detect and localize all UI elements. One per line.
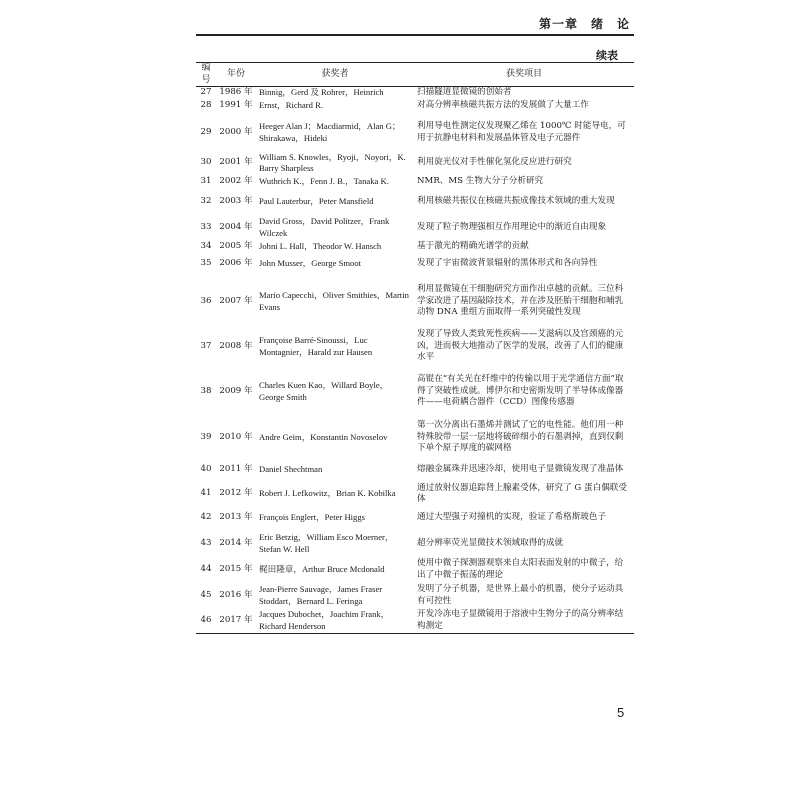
cell-number: 36 (200, 295, 212, 306)
cell-project: 扫描隧道显微镜的创始者 (417, 87, 512, 97)
table-row (196, 531, 634, 557)
table-row (196, 276, 634, 328)
table-row (196, 458, 634, 483)
table-row (196, 418, 634, 458)
table-row (196, 366, 634, 418)
cell-number: 34 (200, 240, 212, 251)
cell-winners: François Englert，Peter Higgs (259, 512, 365, 523)
cell-number: 28 (200, 100, 212, 111)
table-row (196, 483, 634, 506)
cell-year: 2015 年 (219, 563, 253, 574)
cell-number: 32 (200, 195, 212, 206)
running-header (196, 14, 634, 36)
column-header-number: 编号 (196, 63, 216, 87)
cell-project: 利用显微镜在干细胞研究方面作出卓越的贡献。三位科学家改进了基因敲除技术，并在涉及胚胎干细胞和哺乳动物 DNA 重组方面取得一系列突破性发现 (417, 284, 624, 318)
cell-year: 2006 年 (219, 258, 253, 269)
cell-project: 基于激光的精确光谱学的贡献 (417, 240, 529, 251)
cell-winners: Françoise Barré-Sinoussi，Luc Montagnier，Harald zur Hausen (259, 335, 373, 357)
table-row (196, 99, 634, 114)
cell-winners: Jean-Pierre Sauvage，James Fraser Stoddart，Bernard L. Feringa (259, 584, 383, 606)
cell-number: 35 (200, 258, 212, 269)
cell-project: 利用核磁共振仪在核磁共振成像技术领域的重大发现 (417, 195, 615, 206)
cell-year: 2007 年 (219, 295, 253, 306)
cell-winners: Paul Lauterbur，Peter Mansfield (259, 195, 374, 206)
cell-number: 46 (196, 609, 216, 634)
table-row (196, 114, 634, 152)
cell-year: 1991 年 (219, 100, 253, 111)
cell-winners: 梶田隆章，Arthur Bruce Mcdonald (259, 563, 385, 574)
cell-year: 1986 年 (219, 87, 253, 97)
cell-winners: Mario Capecchi，Oliver Smithies，Martin Evans (259, 290, 409, 312)
cell-number: 37 (200, 340, 212, 351)
table-row (196, 152, 634, 175)
cell-winners: Eric Betzig，William Esco Moerner，Stefan W. Hell (259, 532, 394, 554)
cell-project: 发现了宇宙微波背景辐射的黑体形式和各向异性 (417, 258, 598, 269)
page-number: 5 (617, 705, 625, 720)
cell-winners: Wuthrich K.，Fenn J. B.，Tanaka K. (259, 175, 389, 186)
table-row (196, 189, 634, 215)
cell-number: 45 (200, 589, 212, 600)
table-row (196, 87, 634, 99)
cell-winners: Ernst，Richard R. (259, 100, 323, 111)
cell-project: 发现了粒子物理强相互作用理论中的渐近自由现象 (417, 221, 607, 232)
cell-number: 40 (200, 464, 212, 475)
cell-winners: Jacques Dubochet，Joachim Frank，Richard Henderson (256, 609, 414, 634)
cell-year: 2012 年 (219, 488, 253, 499)
table-row (196, 583, 634, 609)
table-row (196, 253, 634, 276)
cell-winners: David Gross，David Politzer，Frank Wilczek (259, 216, 390, 238)
chapter-title: 第一章 绪 论 (538, 17, 630, 31)
cell-year: 2005 年 (219, 240, 253, 251)
table-row (196, 557, 634, 583)
cell-year: 2010 年 (219, 431, 253, 442)
cell-year: 2008 年 (219, 340, 253, 351)
cell-project: 第一次分离出石墨烯并测试了它的电性能。他们用一种特殊胶带一层一层地将破碎细小的石墨剥掉，直到仅剩下单个原子厚度的碳网格 (417, 420, 624, 454)
cell-number: 39 (200, 431, 212, 442)
cell-project: 熔融金属珠并迅速冷却，使用电子显微镜发现了准晶体 (417, 464, 624, 475)
table-row (196, 175, 634, 189)
cell-year: 2001 年 (219, 157, 253, 168)
cell-project: 发明了分子机器，是世界上最小的机器，使分子运动具有可控性 (417, 584, 624, 606)
table-row (196, 506, 634, 531)
cell-number: 44 (200, 563, 212, 574)
column-header-year: 年份 (216, 63, 256, 87)
cell-year: 2004 年 (219, 221, 253, 232)
cell-year: 2016 年 (219, 589, 253, 600)
cell-number: 41 (200, 488, 212, 499)
cell-number: 29 (200, 126, 212, 137)
cell-number: 27 (200, 87, 212, 97)
cell-year: 2009 年 (219, 385, 253, 396)
cell-number: 38 (200, 385, 212, 396)
cell-winners: Johni L. Hall，Theodor W. Hansch (259, 240, 382, 251)
cell-winners: Andre Geim，Konstantin Novoselov (259, 431, 388, 442)
cell-winners: Heeger Alan J；Macdiarmid，Alan G；Shirakawa，Hideki (259, 121, 401, 143)
awards-table (196, 62, 634, 634)
table-row (196, 241, 634, 253)
table-header (196, 63, 634, 87)
cell-winners: Binnig，Gerd 及 Rohrer，Heinrich (259, 87, 384, 97)
cell-year: 2014 年 (219, 537, 253, 548)
cell-year: 2013 年 (219, 512, 253, 523)
cell-project: 利用导电性测定仪发现聚乙烯在 1000℃ 时能导电，可用于抗静电材料和发展晶体管及电子元器件 (417, 121, 626, 143)
cell-year: 2002 年 (219, 175, 253, 186)
cell-project: 通过大型强子对撞机的实现，验证了希格斯玻色子 (417, 512, 607, 523)
cell-project: 发现了导致人类致死性疾病——艾滋病以及宫颈癌的元凶，进而极大地推动了医学的发展，改善了人们的健康水平 (417, 329, 624, 363)
cell-number: 43 (200, 537, 212, 548)
cell-winners: Daniel Shechtman (259, 464, 323, 475)
cell-winners: Robert J. Lefkowitz，Brian K. Kobilka (259, 488, 396, 499)
cell-winners: John Musser，George Smoot (259, 258, 362, 269)
cell-project: NMR、MS 生物大分子分析研究 (417, 175, 544, 186)
cell-number: 30 (200, 157, 212, 168)
cell-year: 2017 年 (216, 609, 256, 634)
cell-year: 2011 年 (219, 464, 253, 475)
cell-winners: Charles Kuen Kao，Willard Boyle，George Smith (259, 380, 389, 402)
table-row (196, 609, 634, 634)
cell-number: 33 (200, 221, 212, 232)
cell-project: 对高分辨率核磁共振方法的发展做了大量工作 (417, 100, 589, 111)
cell-project: 利用旋光仪对手性催化氢化反应进行研究 (417, 157, 572, 168)
cell-project: 通过放射仪器追踪肾上腺素受体，研究了 G 蛋白偶联受体 (417, 482, 627, 504)
column-header-project: 获奖项目 (414, 63, 634, 87)
cell-winners: William S. Knowles，Ryoji，Noyori，K. Barry Sharpless (259, 151, 406, 173)
cell-number: 42 (200, 512, 212, 523)
table-body (196, 87, 634, 634)
cell-project: 开发冷冻电子显微镜用于溶液中生物分子的高分辨率结构测定 (414, 609, 634, 634)
cell-project: 高锟在“有关光在纤维中的传输以用于光学通信方面”取得了突破性成就。博伊尔和史密斯发明了半导体成像器件——电荷耦合器件（CCD）图像传感器 (417, 374, 624, 408)
column-header-winners: 获奖者 (256, 63, 414, 87)
table-row (196, 328, 634, 366)
table-continued-label: 续表 (596, 49, 618, 62)
cell-year: 2003 年 (219, 195, 253, 206)
cell-year: 2000 年 (219, 126, 253, 137)
cell-number: 31 (200, 175, 212, 186)
cell-project: 使用中微子探测器观察来自太阳表面发射的中微子，给出了中微子振荡的理论 (417, 558, 624, 580)
table-row (196, 215, 634, 241)
cell-project: 超分辨率荧光显微技术领域取得的成就 (417, 537, 564, 548)
